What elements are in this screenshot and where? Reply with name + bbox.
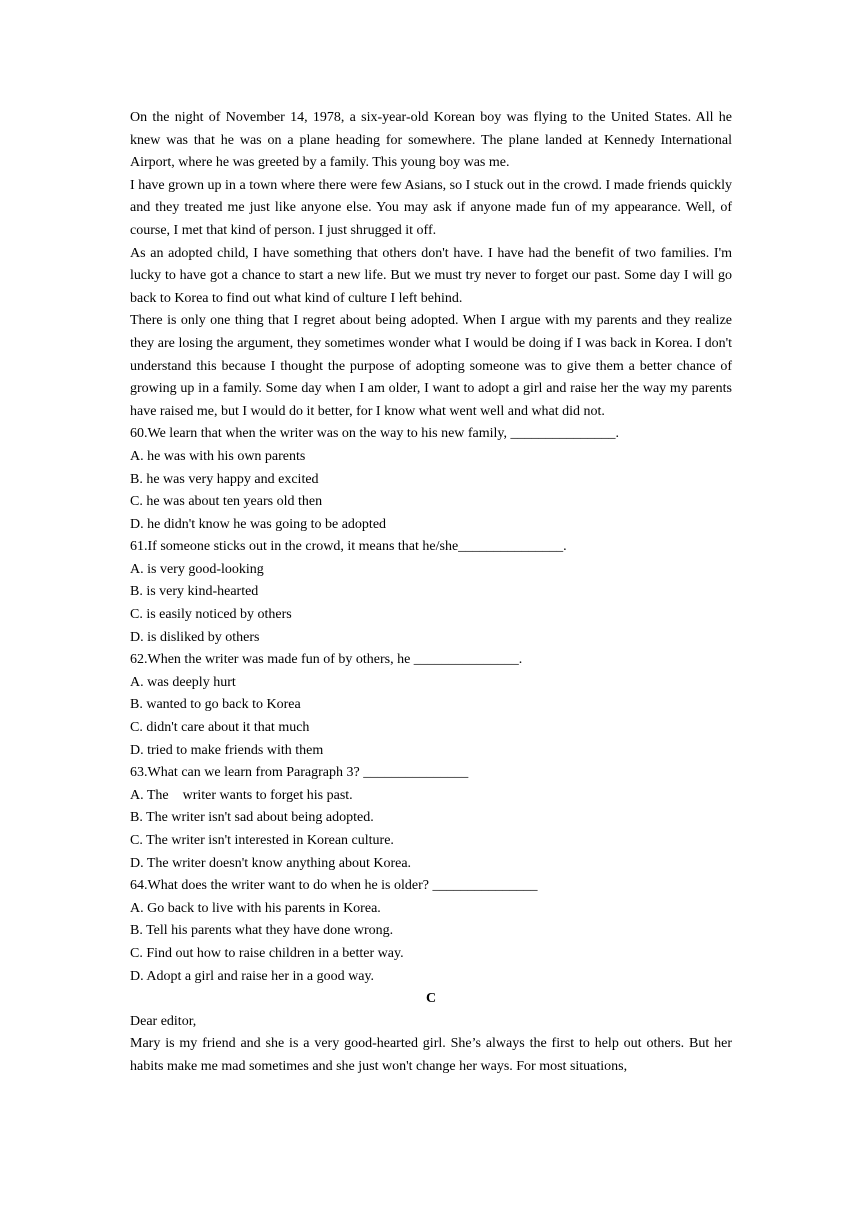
option-d: D. tried to make friends with them [130, 742, 324, 758]
option-a: A. was deeply hurt [130, 674, 236, 690]
section-heading: C [425, 991, 437, 1007]
letter-paragraph: Mary is my friend and she is a very good-hearted girl. She’s always the first to help out others. But her habits make me mad sometimes and she just won't change her ways. For most situations, [130, 1036, 732, 1074]
option-a: A. The writer wants to forget his past. [130, 787, 353, 803]
option-b: B. he was very happy and excited [130, 471, 319, 487]
passage-c [130, 988, 732, 1078]
document-page [130, 107, 732, 1079]
option-a: A. is very good-looking [130, 561, 264, 577]
option-d: D. he didn't know he was going to be adopted [130, 516, 387, 532]
option-c: C. Find out how to raise children in a better way. [130, 945, 404, 961]
letter-salutation: Dear editor, [130, 1013, 197, 1029]
option-d: D. is disliked by others [130, 629, 260, 645]
question-stem: 63.What can we learn from Paragraph 3? _______________ [130, 765, 469, 781]
question-61 [130, 536, 732, 649]
paragraph-3: As an adopted child, I have something that others don't have. I have had the benefit of two families. I'm lucky to have got a chance to start a new life. But we must try never to forget our past. Some day I will go back to Korea to find out what kind of culture I left behind. [130, 245, 732, 306]
option-c: C. he was about ten years old then [130, 494, 323, 510]
paragraph-2: I have grown up in a town where there were few Asians, so I stuck out in the crowd. I made friends quickly and they treated me just like anyone else. You may ask if anyone made fun of my appearance. Well, of course, I met that kind of person. I just shrugged it off. [130, 177, 732, 238]
passage-b [130, 107, 732, 423]
option-a: A. Go back to live with his parents in Korea. [130, 900, 381, 916]
paragraph-1: On the night of November 14, 1978, a six-year-old Korean boy was flying to the United States. All he knew was that he was on a plane heading for somewhere. The plane landed at Kennedy International Airport, where he was greeted by a family. This young boy was me. [130, 110, 732, 171]
question-60 [130, 423, 732, 536]
option-c: C. is easily noticed by others [130, 607, 292, 623]
option-b: B. is very kind-hearted [130, 584, 259, 600]
option-c: C. The writer isn't interested in Korean culture. [130, 833, 394, 848]
option-b: B. The writer isn't sad about being adopted. [130, 810, 374, 826]
option-a: A. he was with his own parents [130, 448, 306, 464]
question-64 [130, 875, 732, 988]
option-b: B. wanted to go back to Korea [130, 697, 301, 713]
question-stem: 64.What does the writer want to do when he is older? _______________ [130, 878, 538, 894]
option-b: B. Tell his parents what they have done wrong. [130, 923, 394, 939]
question-63 [130, 762, 732, 875]
question-stem: 61.If someone sticks out in the crowd, it means that he/she_______________. [130, 539, 567, 555]
question-stem: 60.We learn that when the writer was on the way to his new family, _______________. [130, 426, 620, 442]
option-d: D. The writer doesn't know anything about Korea. [130, 855, 412, 871]
question-62 [130, 649, 732, 762]
option-d: D. Adopt a girl and raise her in a good way. [130, 968, 375, 984]
option-c: C. didn't care about it that much [130, 720, 310, 736]
paragraph-4: There is only one thing that I regret about being adopted. When I argue with my parents and they realize they are losing the argument, they sometimes wonder what I would be doing if I was back in Korea. I don't understand this because I thought the purpose of adopting someone was to give them a better chance of growing up in a family. Some day when I am older, I want to adopt a girl and raise her the way my parents have raised me, but I would do it better, for I know what went well and what did not. [130, 313, 732, 419]
question-stem: 62.When the writer was made fun of by others, he _______________. [130, 652, 523, 668]
